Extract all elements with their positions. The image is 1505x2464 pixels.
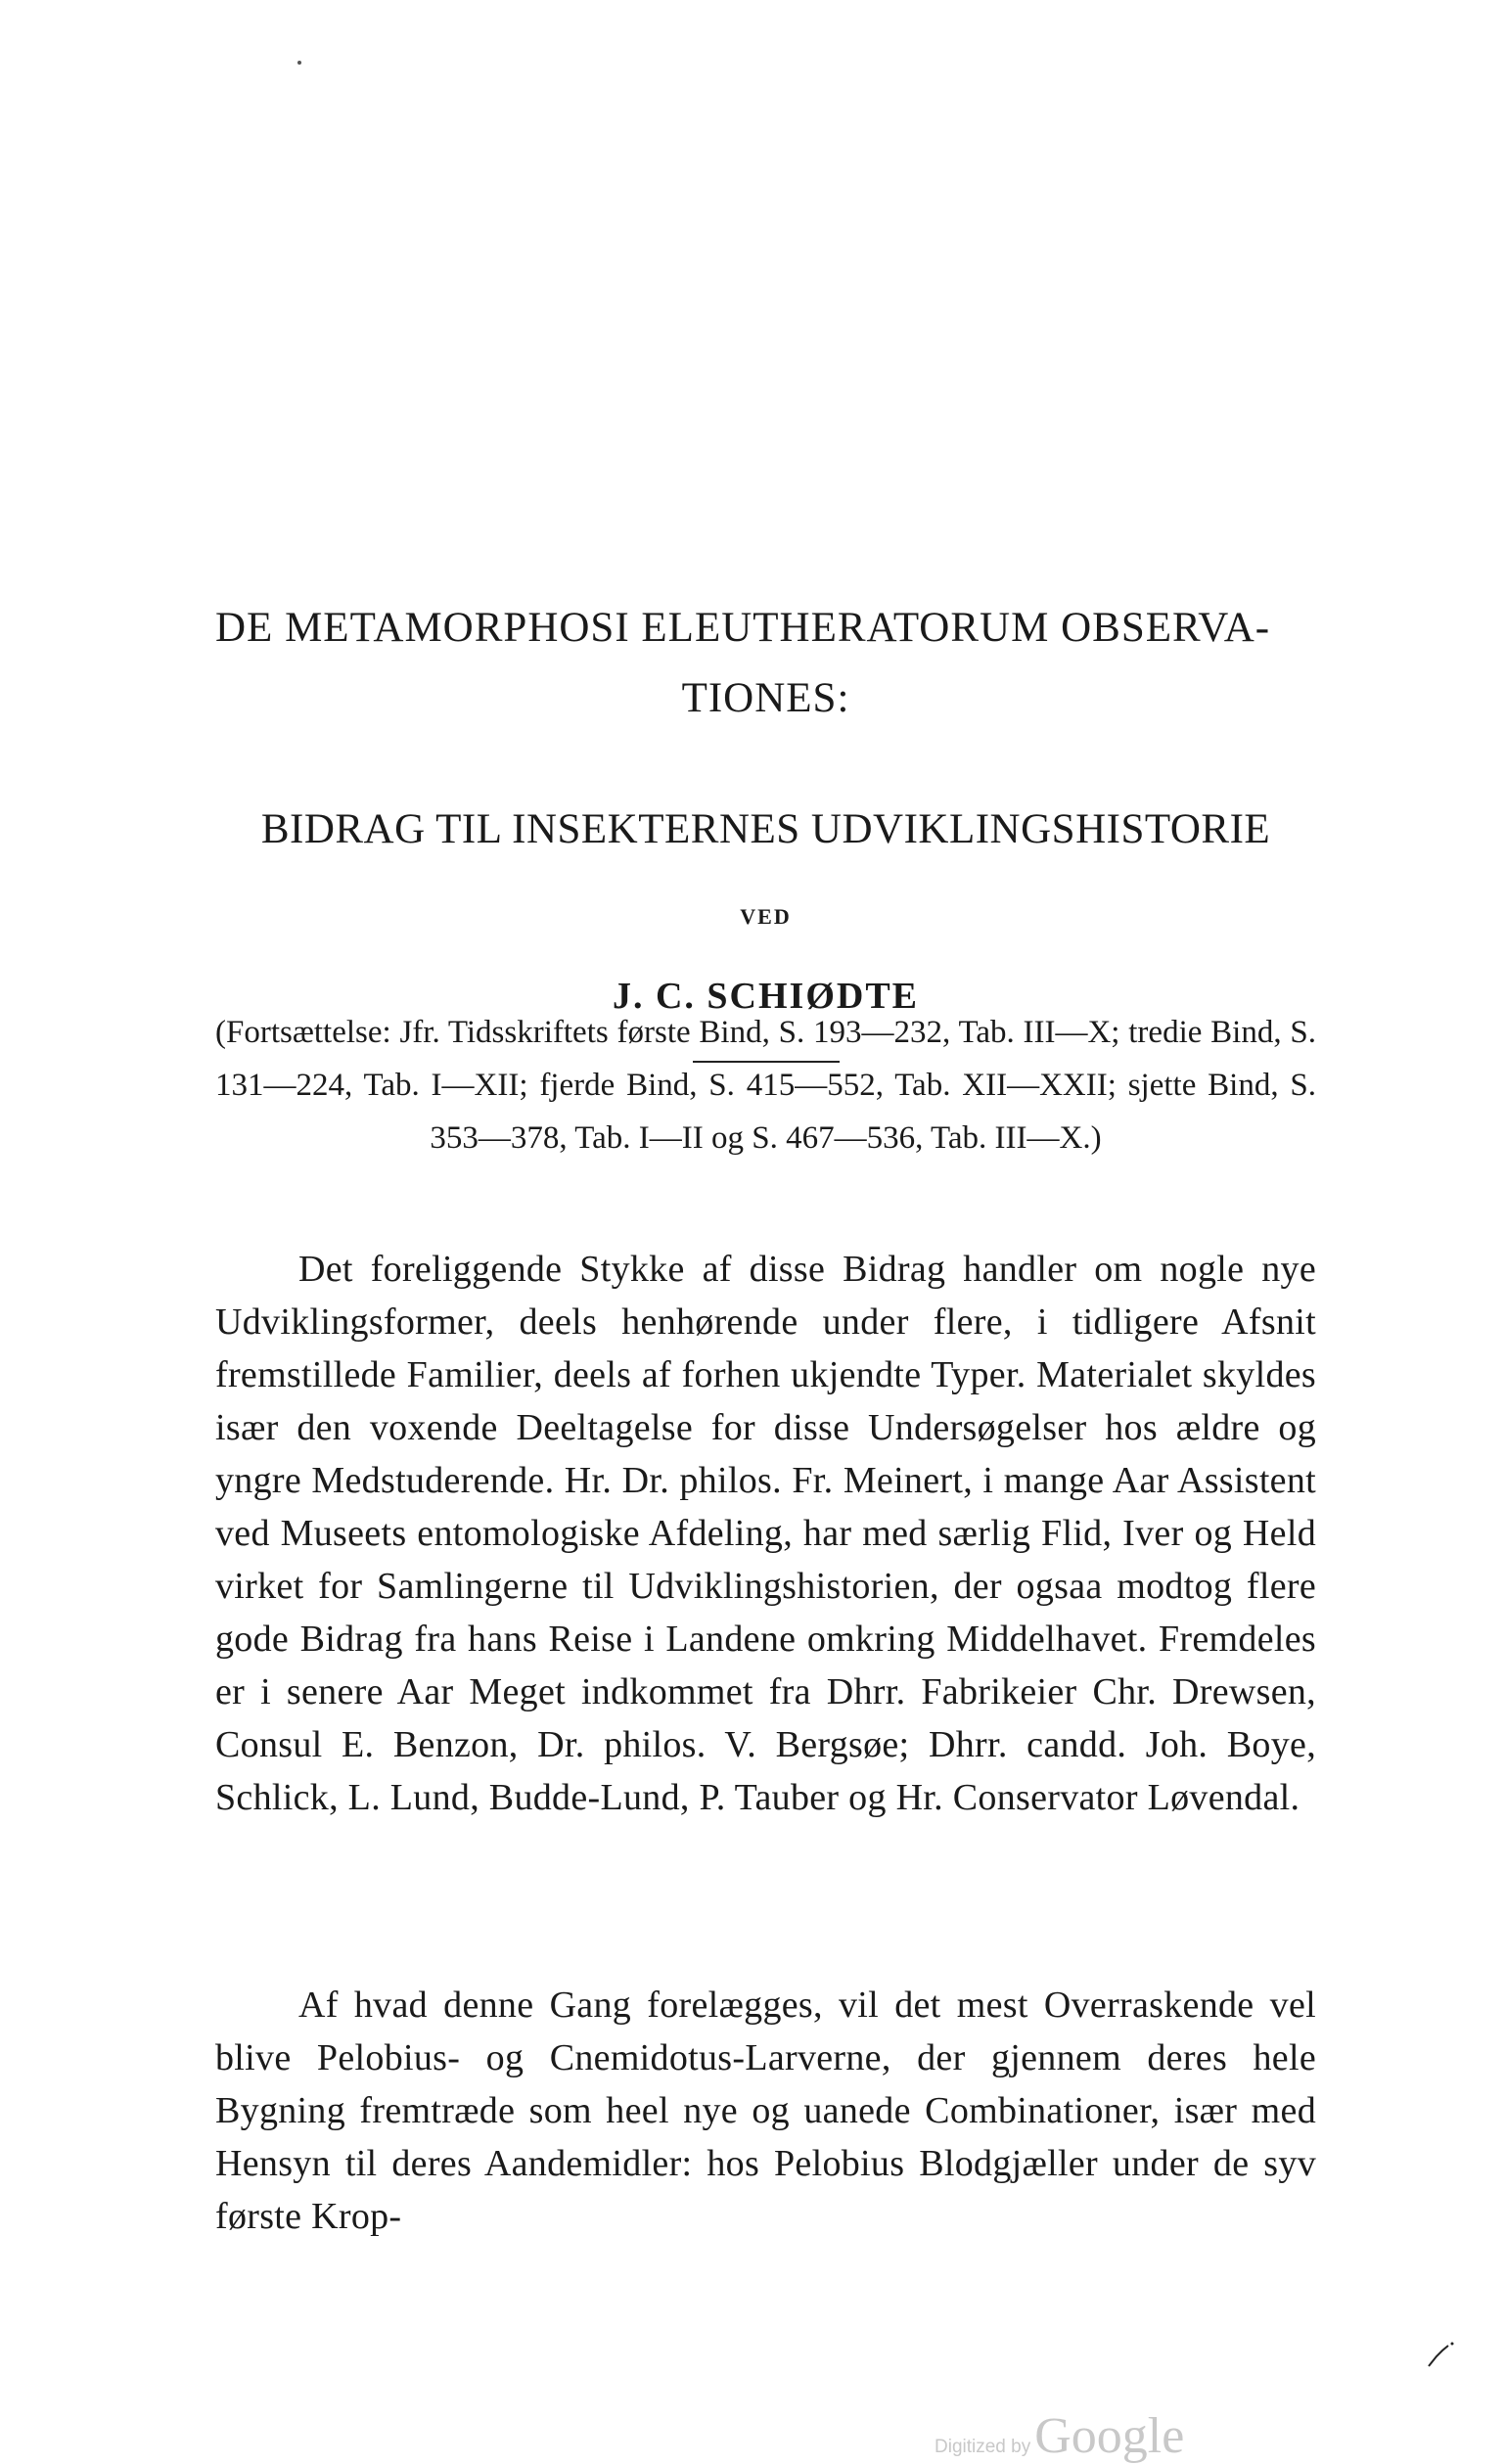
google-logo: Google xyxy=(1034,2408,1185,2464)
title-block xyxy=(215,599,1316,1063)
scan-speck xyxy=(297,61,301,65)
pen-mark-icon xyxy=(1427,2341,1456,2370)
title-latin-line2: TIONES: xyxy=(681,675,850,721)
paragraph-2: Af hvad denne Gang forelægges, vil det mest Overraskende vel blive Pelobius- og Cnemidotus-Larverne, der gjennem deres hele Bygning fremtræde som heel nye og uanede Combinationer, især med Hensyn til deres Aandemidler: hos Pelobius Blodgjæller under de syv første Krop- xyxy=(215,1985,1316,2237)
title-latin-line1: DE METAMORPHOSI ELEUTHERATORUM OBSERVA- xyxy=(215,605,1271,651)
google-watermark xyxy=(935,2408,1185,2464)
author-name: J. C. SCHIØDTE xyxy=(612,976,920,1017)
paragraph-1: Det foreliggende Stykke af disse Bidrag handler om nogle nye Udviklingsformer, deels henhørende under flere, i tidligere Afsnit fremstillede Familier, deels af forhen ukjendte Typer. Materialet skyldes især den voxende Deeltagelse for disse Undersøgelser hos ældre og yngre Medstuderende. Hr. Dr. philos. Fr. Meinert, i mange Aar Assistent ved Museets entomologiske Afdeling, har med særlig Flid, Iver og Held virket for Samlingerne til Udviklingshistorien, der ogsaa modtog flere gode Bidrag fra hans Reise i Landene omkring Middelhavet. Fremdeles er i senere Aar Meget indkommet fra Dhrr. Fabrikeier Chr. Drewsen, Consul E. Benzon, Dr. philos. V. Bergsøe; Dhrr. candd. Joh. Boye, Schlick, L. Lund, Budde-Lund, P. Tauber og Hr. Conservator Løvendal. xyxy=(215,1249,1316,1818)
watermark-prefix: Digitized by xyxy=(935,2437,1031,2457)
title-danish: BIDRAG TIL INSEKTERNES UDVIKLINGSHISTORIE xyxy=(260,806,1271,852)
ved-label: VED xyxy=(740,904,792,929)
continuation-note: (Fortsættelse: Jfr. Tidsskriftets første Bind, S. 193—232, Tab. III—X; tredie Bind, S. 131—224, Tab. I—XII; fjerde Bind, S. 415—552, Tab. XII—XXII; sjette Bind, S. 353—378, Tab. I—II og S. 467—536, Tab. III—X.) xyxy=(215,1015,1316,1156)
